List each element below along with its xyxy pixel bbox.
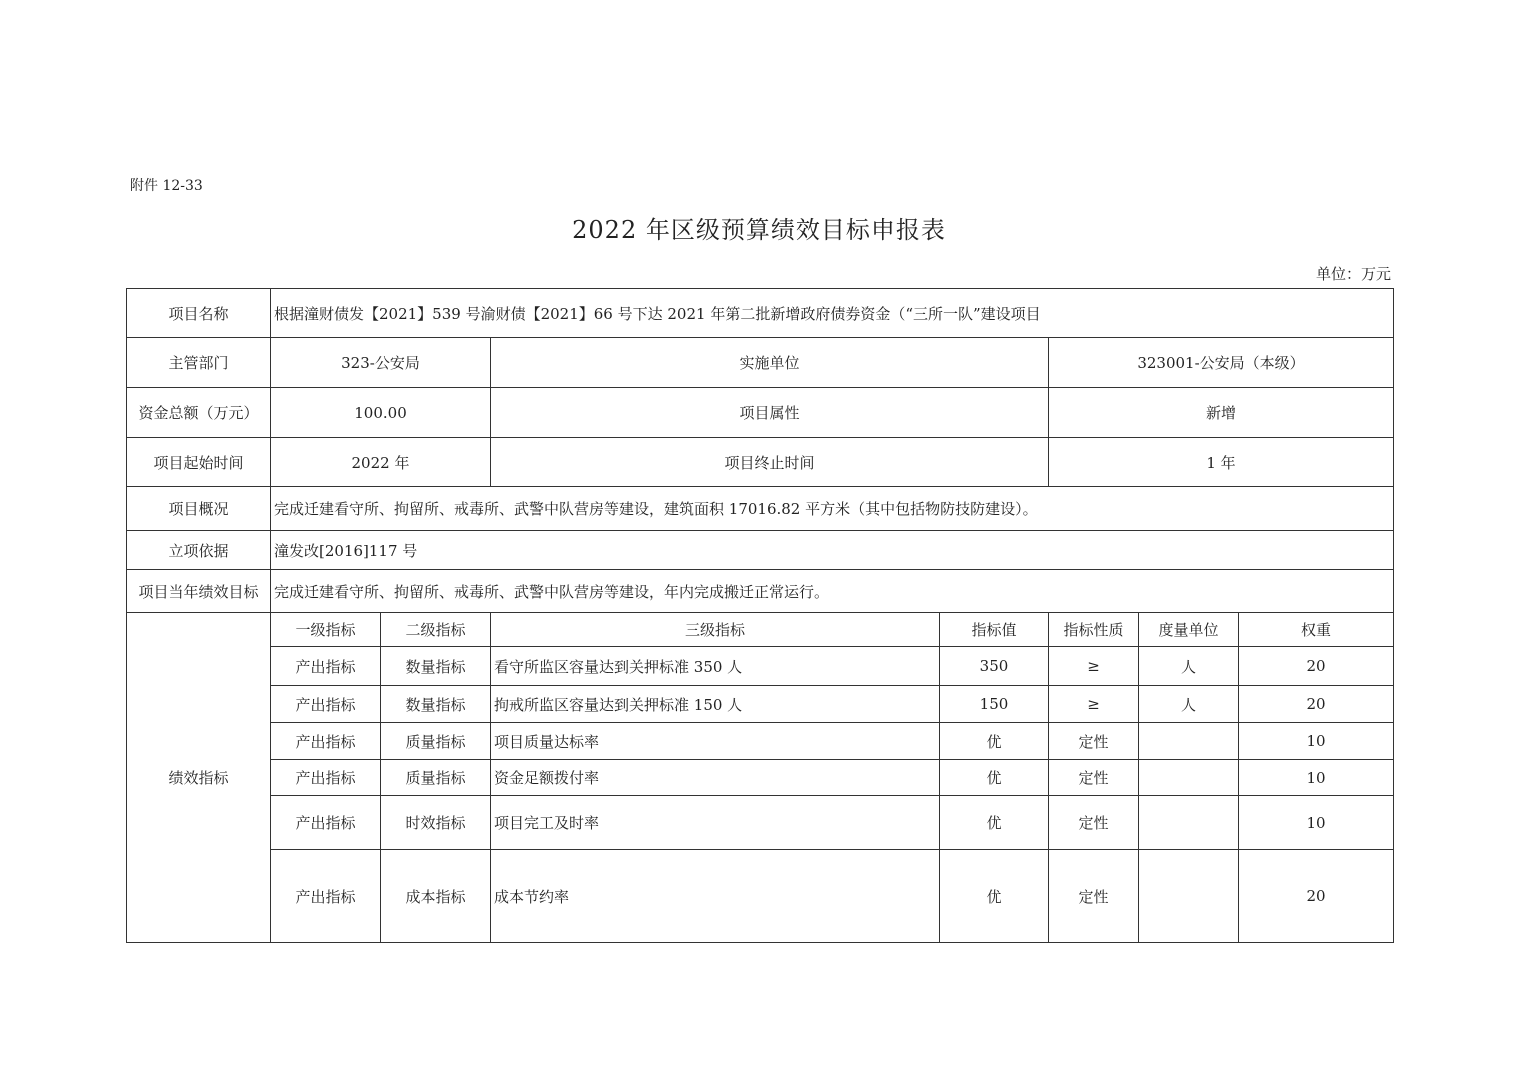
level1-cell: 产出指标 <box>271 686 381 723</box>
indicator-header-row <box>127 613 1394 647</box>
nature-cell: 定性 <box>1049 723 1139 760</box>
implementing-unit-value: 323001-公安局（本级） <box>1049 338 1394 388</box>
project-name-label: 项目名称 <box>127 289 271 338</box>
value-cell: 优 <box>940 796 1049 850</box>
unit-label: 单位：万元 <box>1315 265 1391 283</box>
header-level1: 一级指标 <box>271 613 381 647</box>
value-cell: 优 <box>940 760 1049 796</box>
value-cell: 优 <box>940 850 1049 943</box>
header-value: 指标值 <box>940 613 1049 647</box>
nature-cell: 定性 <box>1049 796 1139 850</box>
value-cell: 150 <box>940 686 1049 723</box>
level3-cell: 项目质量达标率 <box>491 723 940 760</box>
page-title: 2022 年区级预算绩效目标申报表 <box>572 216 946 244</box>
nature-cell: 定性 <box>1049 850 1139 943</box>
nature-cell: 定性 <box>1049 760 1139 796</box>
unit-cell: 人 <box>1139 686 1239 723</box>
department-label: 主管部门 <box>127 338 271 388</box>
project-attribute-label: 项目属性 <box>491 388 1049 438</box>
annual-goal-label: 项目当年绩效目标 <box>127 570 271 613</box>
total-funds-label: 资金总额（万元） <box>127 388 271 438</box>
weight-cell: 20 <box>1239 850 1394 943</box>
project-attribute-value: 新增 <box>1049 388 1394 438</box>
nature-cell: ≥ <box>1049 647 1139 686</box>
level3-cell: 资金足额拨付率 <box>491 760 940 796</box>
level1-cell: 产出指标 <box>271 723 381 760</box>
project-name-value: 根据潼财债发【2021】539 号渝财债【2021】66 号下达 2021 年第二批新增政府债券资金（“三所一队”建设项目 <box>271 289 1394 338</box>
indicator-row <box>127 723 1394 760</box>
level3-cell: 看守所监区容量达到关押标准 350 人 <box>491 647 940 686</box>
weight-cell: 10 <box>1239 760 1394 796</box>
level2-cell: 质量指标 <box>381 723 491 760</box>
weight-cell: 10 <box>1239 796 1394 850</box>
level1-cell: 产出指标 <box>271 850 381 943</box>
level2-cell: 时效指标 <box>381 796 491 850</box>
header-nature: 指标性质 <box>1049 613 1139 647</box>
level2-cell: 数量指标 <box>381 647 491 686</box>
level3-cell: 成本节约率 <box>491 850 940 943</box>
unit-cell: 人 <box>1139 647 1239 686</box>
indicator-row <box>127 686 1394 723</box>
department-value: 323-公安局 <box>271 338 491 388</box>
header-weight: 权重 <box>1239 613 1394 647</box>
basis-label: 立项依据 <box>127 531 271 570</box>
indicator-row <box>127 760 1394 796</box>
end-time-label: 项目终止时间 <box>491 438 1049 487</box>
weight-cell: 20 <box>1239 647 1394 686</box>
total-funds-value: 100.00 <box>271 388 491 438</box>
weight-cell: 10 <box>1239 723 1394 760</box>
unit-cell <box>1139 796 1239 850</box>
level3-cell: 拘戒所监区容量达到关押标准 150 人 <box>491 686 940 723</box>
header-unit: 度量单位 <box>1139 613 1239 647</box>
level2-cell: 成本指标 <box>381 850 491 943</box>
level2-cell: 质量指标 <box>381 760 491 796</box>
header-level2: 二级指标 <box>381 613 491 647</box>
attachment-label: 附件 12-33 <box>130 178 203 194</box>
basis-value: 潼发改[2016]117 号 <box>271 531 1394 570</box>
value-cell: 优 <box>940 723 1049 760</box>
level3-cell: 项目完工及时率 <box>491 796 940 850</box>
indicator-row <box>127 796 1394 850</box>
overview-label: 项目概况 <box>127 487 271 531</box>
overview-value: 完成迁建看守所、拘留所、戒毒所、武警中队营房等建设，建筑面积 17016.82 平方米（其中包括物防技防建设）。 <box>271 487 1394 531</box>
level1-cell: 产出指标 <box>271 796 381 850</box>
budget-performance-table <box>126 288 1394 943</box>
indicators-label: 绩效指标 <box>127 613 271 943</box>
level2-cell: 数量指标 <box>381 686 491 723</box>
level1-cell: 产出指标 <box>271 760 381 796</box>
annual-goal-value: 完成迁建看守所、拘留所、戒毒所、武警中队营房等建设，年内完成搬迁正常运行。 <box>271 570 1394 613</box>
unit-cell <box>1139 850 1239 943</box>
value-cell: 350 <box>940 647 1049 686</box>
start-time-value: 2022 年 <box>271 438 491 487</box>
level1-cell: 产出指标 <box>271 647 381 686</box>
unit-cell <box>1139 723 1239 760</box>
header-level3: 三级指标 <box>491 613 940 647</box>
implementing-unit-label: 实施单位 <box>491 338 1049 388</box>
indicator-row <box>127 647 1394 686</box>
nature-cell: ≥ <box>1049 686 1139 723</box>
indicator-row <box>127 850 1394 943</box>
start-time-label: 项目起始时间 <box>127 438 271 487</box>
weight-cell: 20 <box>1239 686 1394 723</box>
end-time-value: 1 年 <box>1049 438 1394 487</box>
unit-cell <box>1139 760 1239 796</box>
